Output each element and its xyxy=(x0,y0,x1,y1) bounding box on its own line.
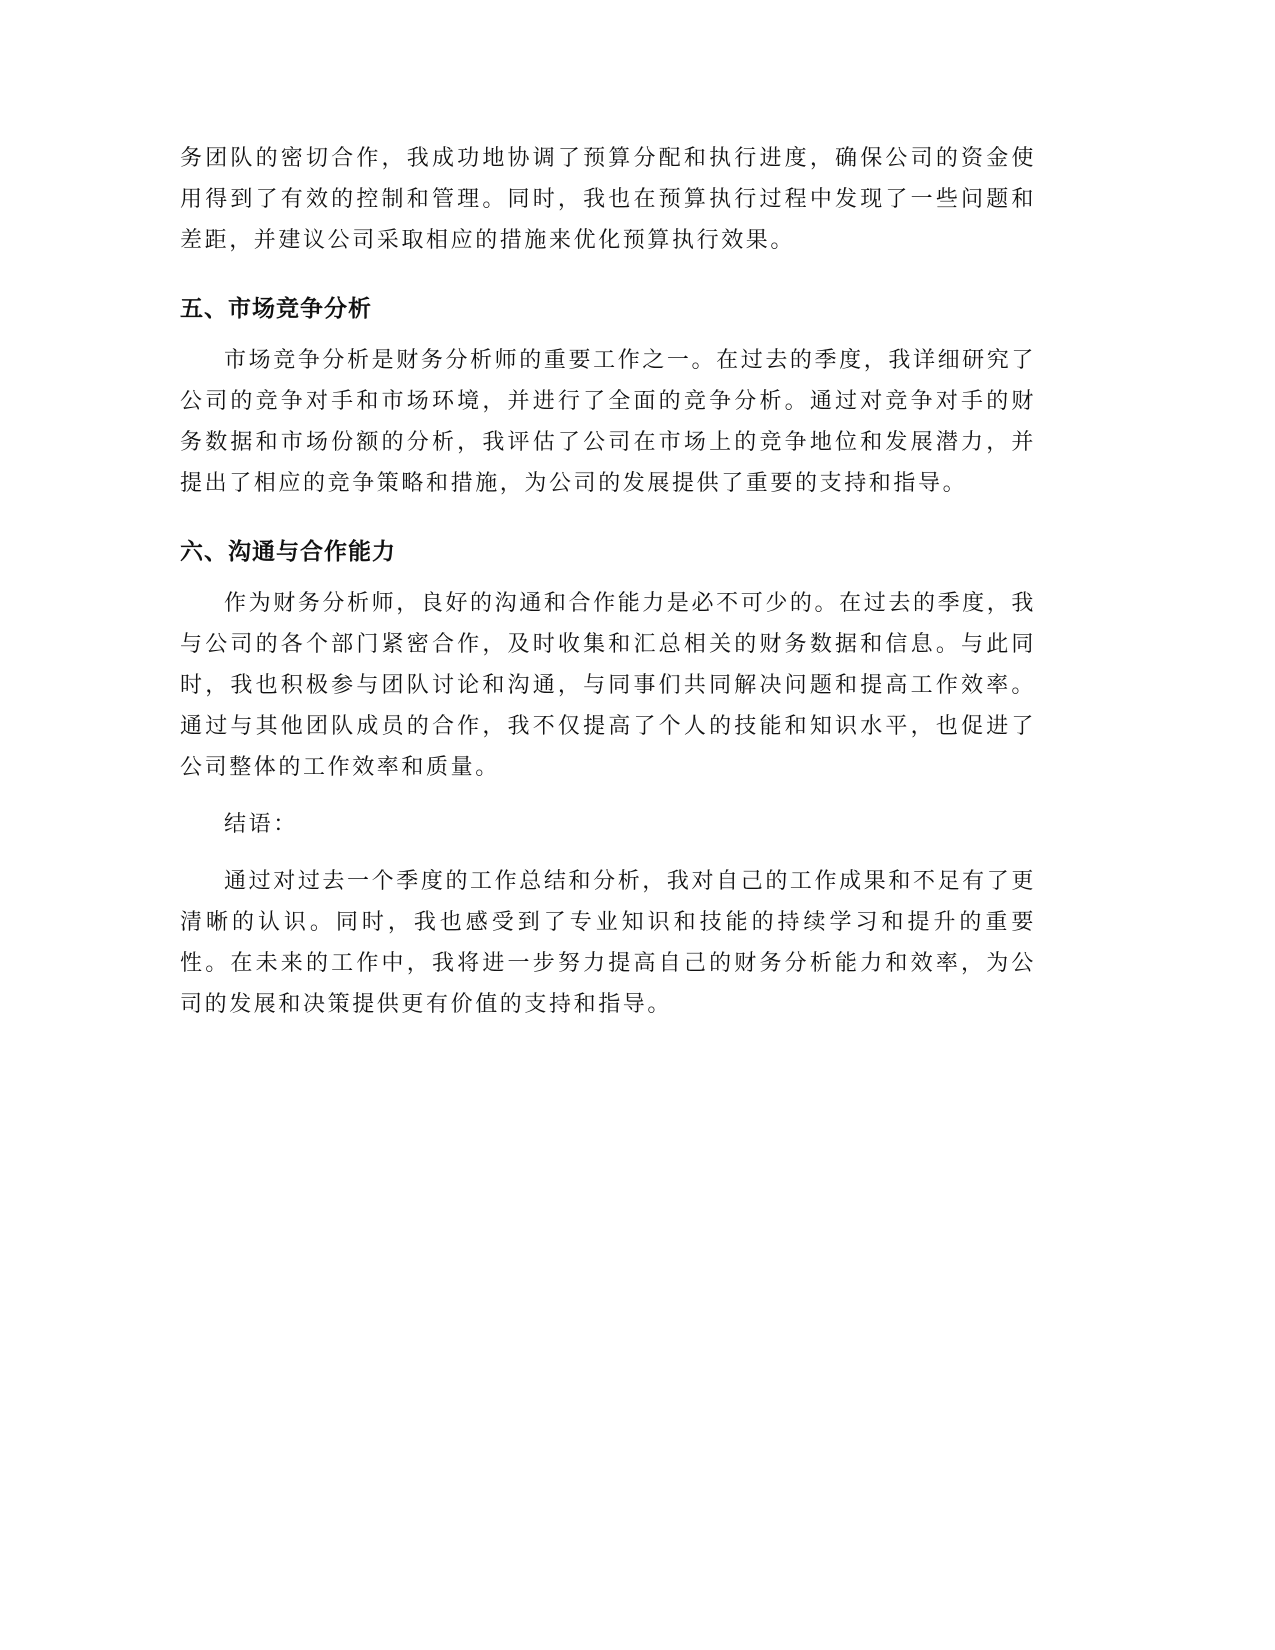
section-heading-communication: 六、沟通与合作能力 xyxy=(180,539,396,565)
section-paragraph-market-competition: 市场竞争分析是财务分析师的重要工作之一。在过去的季度，我详细研究了公司的竞争对手和市场环境，并进行了全面的竞争分析。通过对竞争对手的财务数据和市场份额的分析，我评估了公司在市场上的竞争地位和发展潜力，并提出了相应的竞争策略和措施，为公司的发展提供了重要的支持和指导。 xyxy=(180,348,1036,496)
section-paragraph-communication: 作为财务分析师，良好的沟通和合作能力是必不可少的。在过去的季度，我与公司的各个部门紧密合作，及时收集和汇总相关的财务数据和信息。与此同时，我也积极参与团队讨论和沟通，与同事们共同解决问题和提高工作效率。通过与其他团队成员的合作，我不仅提高了个人的技能和知识水平，也促进了公司整体的工作效率和质量。 xyxy=(180,591,1036,780)
document-body xyxy=(180,138,1036,1025)
section-heading-market-competition: 五、市场竞争分析 xyxy=(180,296,372,322)
conclusion-paragraph: 通过对过去一个季度的工作总结和分析，我对自己的工作成果和不足有了更清晰的认识。同时，我也感受到了专业知识和技能的持续学习和提升的重要性。在未来的工作中，我将进一步努力提高自己的财务分析能力和效率，为公司的发展和决策提供更有价值的支持和指导。 xyxy=(180,869,1036,1017)
intro-paragraph: 务团队的密切合作，我成功地协调了预算分配和执行进度，确保公司的资金使用得到了有效的控制和管理。同时，我也在预算执行过程中发现了一些问题和差距，并建议公司采取相应的措施来优化预算执行效果。 xyxy=(180,146,1036,253)
conclusion-label: 结语： xyxy=(224,812,298,837)
